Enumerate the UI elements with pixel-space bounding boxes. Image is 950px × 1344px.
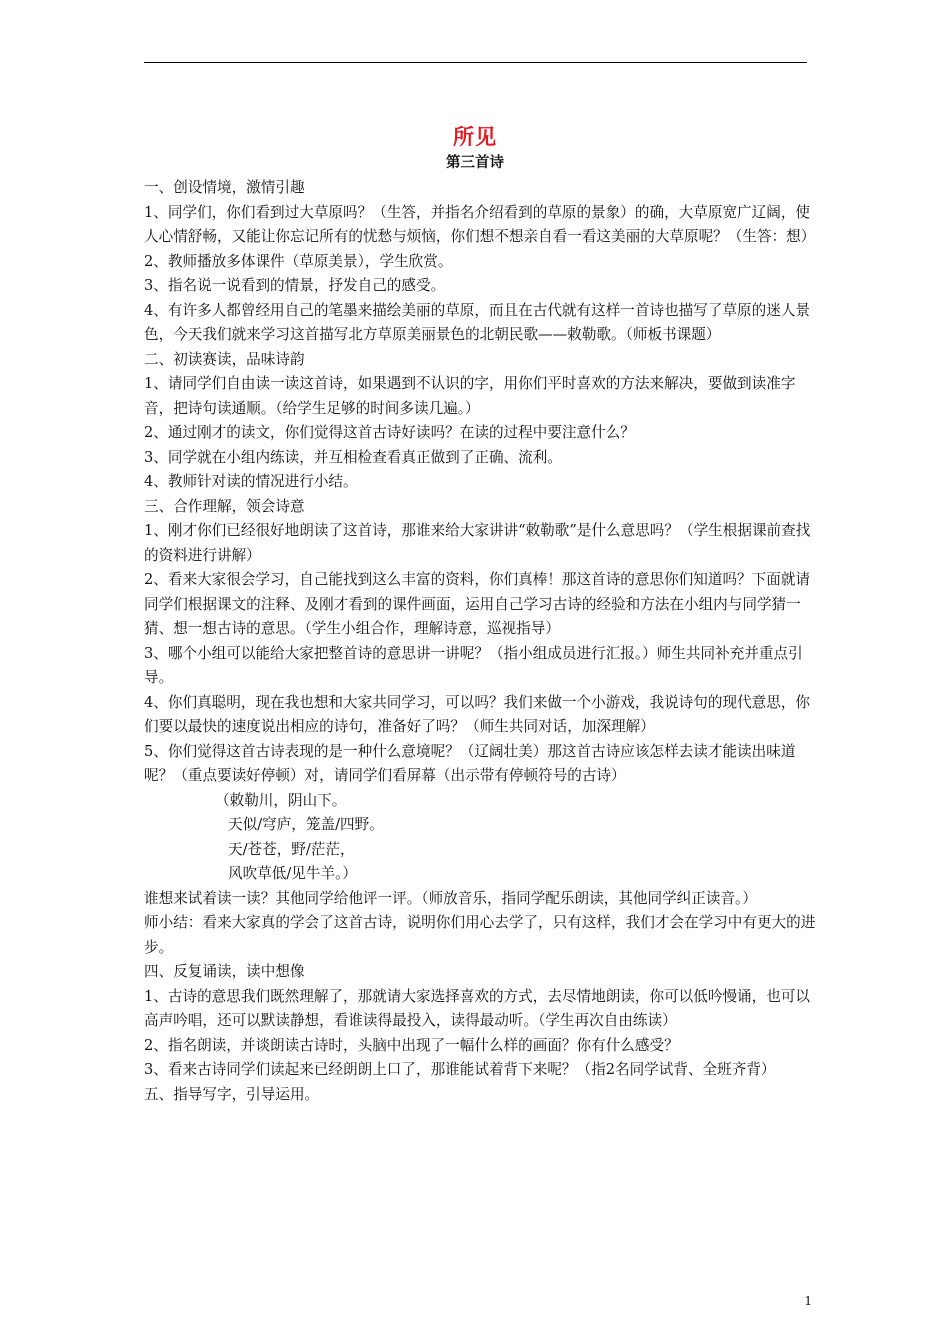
paragraph: 1、刚才你们已经很好地朗读了这首诗，那谁来给大家讲讲“敕勒歌”是什么意思吗？（学生根据课前查找的资料进行讲解） xyxy=(144,522,811,564)
paragraph: 2、教师播放多体课件（草原美景），学生欣赏。 xyxy=(144,252,453,270)
paragraph: 4、教师针对读的情况进行小结。 xyxy=(144,473,358,490)
paragraph: 谁想来试着读一读？其他同学给他评一评。（师放音乐，指同学配乐朗读，其他同学纠正读音。） xyxy=(144,889,757,907)
paragraph: 2、看来大家很会学习，自己能找到这么丰富的资料，你们真棒！那这首诗的意思你们知道吗？下面就请同学们根据课文的注释、及刚才看到的课件画面，运用自己学习古诗的经验和方法在小组内与同学猜一猜、想一想古诗的意思。（学生小组合作，理解诗意，巡视指导） xyxy=(144,571,811,637)
paragraph: 3、哪个小组可以能给大家把整首诗的意思讲一讲呢？（指小组成员进行汇报。）师生共同补充并重点引导。 xyxy=(144,644,803,686)
paragraph: 3、指名说一说看到的情景，抒发自己的感受。 xyxy=(144,277,446,294)
poem-line: （敕勒川，阴山下。 xyxy=(215,791,347,809)
paragraph: 师小结：看来大家真的学会了这首古诗，说明你们用心去学了，只有这样，我们才会在学习中有更大的进步。 xyxy=(144,914,816,956)
header-rule xyxy=(144,62,807,63)
poem-line: 风吹草低/见牛羊。） xyxy=(228,865,357,882)
page-number: 1 xyxy=(804,1294,812,1308)
paragraph: 4、你们真聪明，现在我也想和大家共同学习，可以吗？我们来做一个小游戏，我说诗句的现代意思，你们要以最快的速度说出相应的诗句，准备好了吗？（师生共同对话，加深理解） xyxy=(144,693,811,735)
section-heading: 一、创设情境，激情引趣 xyxy=(144,179,305,196)
section-heading: 四、反复诵读，读中想像 xyxy=(144,963,305,980)
paragraph: 1、同学们，你们看到过大草原吗？（生答，并指名介绍看到的草原的景象）的确，大草原宽广辽阔，使人心情舒畅，又能让你忘记所有的忧愁与烦恼，你们想不想亲自看一看这美丽的大草原呢？（生答：想） xyxy=(144,203,816,245)
paragraph: 5、你们觉得这首古诗表现的是一种什么意境呢？（辽阔壮美）那这首古诗应该怎样去读才能读出味道呢？（重点要读好停顿）对，请同学们看屏幕（出示带有停顿符号的古诗） xyxy=(144,742,796,784)
document-body xyxy=(144,176,816,1107)
document-title: 所见 xyxy=(453,124,497,149)
paragraph: 3、同学就在小组内练读，并互相检查看真正做到了正确、流利。 xyxy=(144,448,562,466)
paragraph: 3、看来古诗同学们读起来已经朗朗上口了，那谁能试着背下来呢？（指2名同学试背、全班齐背） xyxy=(144,1061,776,1078)
section-heading: 二、初读赛读，品味诗韵 xyxy=(144,350,305,368)
document-subtitle: 第三首诗 xyxy=(446,154,504,171)
paragraph: 2、指名朗读，并谈朗读古诗时，头脑中出现了一幅什么样的画面？你有什么感受？ xyxy=(144,1036,679,1054)
poem-line: 天/苍苍，野/茫茫， xyxy=(228,840,355,858)
paragraph: 2、通过刚才的读文，你们觉得这首古诗好读吗？在读的过程中要注意什么？ xyxy=(144,424,635,441)
section-heading: 五、指导写字，引导运用。 xyxy=(144,1085,320,1103)
paragraph: 1、古诗的意思我们既然理解了，那就请大家选择喜欢的方式，去尽情地朗读，你可以低吟慢诵，也可以高声吟唱，还可以默读静想，看谁读得最投入，读得最动听。（学生再次自由练读） xyxy=(144,987,811,1029)
section-heading: 三、合作理解，领会诗意 xyxy=(144,497,305,515)
poem-block xyxy=(144,789,816,887)
poem-line: 天似/穹庐，笼盖/四野。 xyxy=(228,816,384,833)
paragraph: 1、请同学们自由读一读这首诗，如果遇到不认识的字，用你们平时喜欢的方法来解决，要做到读准字音，把诗句读通顺。（给学生足够的时间多读几遍。） xyxy=(144,375,796,417)
paragraph: 4、有许多人都曾经用自己的笔墨来描绘美丽的草原，而且在古代就有这样一首诗也描写了草原的迷人景色，今天我们就来学习这首描写北方草原美丽景色的北朝民歌——敕勒歌。（师板书课题） xyxy=(144,301,811,343)
